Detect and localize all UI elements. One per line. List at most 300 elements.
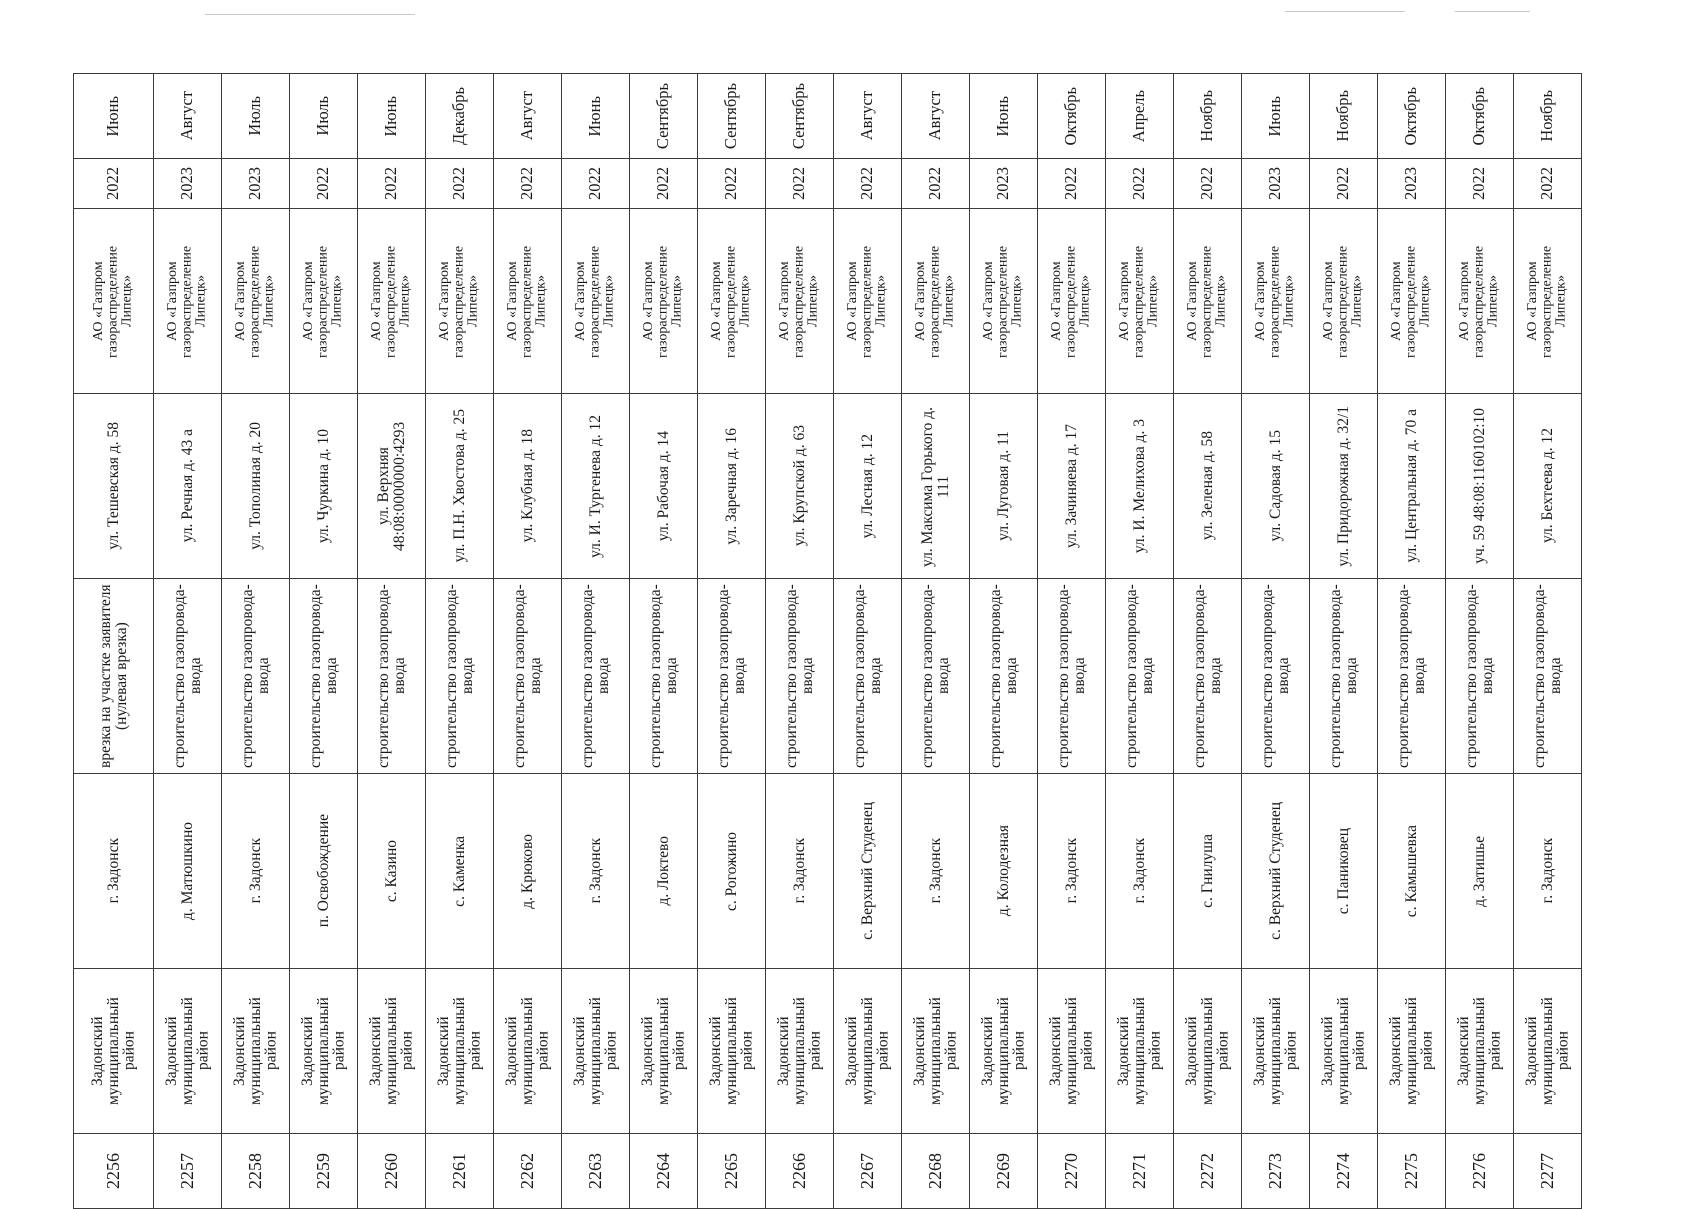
address-cell [74, 394, 154, 579]
year-cell [1105, 159, 1173, 209]
address-cell [425, 394, 493, 579]
month-cell [425, 74, 493, 159]
district-cell-text: Задонский муниципальный район [366, 997, 416, 1105]
year-cell [901, 159, 969, 209]
number-cell-text: 2261 [449, 1153, 470, 1189]
scan-artifact-line [205, 14, 415, 15]
scan-artifact-line [1285, 11, 1405, 12]
district-cell-text: Задонский муниципальный район [502, 997, 552, 1105]
row-year [74, 159, 1582, 209]
locality-cell [765, 774, 833, 969]
year-cell-text: 2022 [585, 167, 605, 200]
locality-cell [1377, 774, 1445, 969]
district-cell-text: Задонский муниципальный район [1046, 997, 1096, 1105]
organization-cell-text: АО «Газпром газораспределение Липецк» [573, 244, 617, 358]
address-cell-text: ул. Клубная д. 18 [518, 429, 536, 543]
locality-cell-text: г. Задонск [1538, 838, 1556, 904]
organization-cell [1241, 209, 1309, 394]
month-cell [833, 74, 901, 159]
locality-cell-text: г. Задонск [1062, 838, 1080, 904]
number-cell-text: 2274 [1333, 1153, 1354, 1189]
row-work-type [74, 579, 1582, 774]
month-cell-text: Октябрь [1401, 86, 1421, 146]
year-cell [969, 159, 1037, 209]
organization-cell [289, 209, 357, 394]
locality-cell-text: г. Задонск [926, 838, 944, 904]
work-type-cell [357, 579, 425, 774]
address-cell [629, 394, 697, 579]
month-cell [1173, 74, 1241, 159]
district-cell-text: Задонский муниципальный район [706, 997, 756, 1105]
year-cell [1445, 159, 1513, 209]
number-cell-text: 2275 [1401, 1153, 1422, 1189]
work-type-cell-text: строительство газопровода-ввода [646, 584, 680, 768]
month-cell-text: Июнь [585, 95, 605, 137]
row-municipal-district [74, 969, 1582, 1134]
work-type-cell [1037, 579, 1105, 774]
work-type-cell [1377, 579, 1445, 774]
district-cell [969, 969, 1037, 1134]
month-cell-text: Июнь [103, 95, 123, 137]
work-type-cell [561, 579, 629, 774]
work-type-cell [697, 579, 765, 774]
work-type-cell [425, 579, 493, 774]
month-cell-text: Октябрь [1061, 86, 1081, 146]
district-cell-text: Задонский муниципальный район [298, 997, 348, 1105]
locality-cell-text: г. Задонск [586, 838, 604, 904]
year-cell-text: 2022 [653, 167, 673, 200]
district-cell [357, 969, 425, 1134]
locality-cell-text: с. Верхний Студенец [858, 802, 876, 940]
organization-cell-text: АО «Газпром газораспределение Липецк» [1117, 244, 1161, 358]
work-type-cell-text: строительство газопровода-ввода [918, 584, 952, 768]
month-cell [221, 74, 289, 159]
month-cell-text: Август [925, 91, 945, 141]
locality-cell-text: с. Рогожино [722, 831, 740, 911]
organization-cell-text: АО «Газпром газораспределение Липецк» [845, 244, 889, 358]
year-cell [1241, 159, 1309, 209]
organization-cell-text: АО «Газпром газораспределение Липецк» [301, 244, 345, 358]
organization-cell-text: АО «Газпром газораспределение Липецк» [165, 244, 209, 358]
address-cell [1173, 394, 1241, 579]
month-cell-text: Ноябрь [1197, 90, 1217, 142]
work-type-cell-text: строительство газопровода-ввода [1258, 584, 1292, 768]
district-cell [765, 969, 833, 1134]
work-type-cell-text: строительство газопровода-ввода [306, 584, 340, 768]
locality-cell-text: д. Матюшкино [178, 821, 196, 921]
year-cell [493, 159, 561, 209]
number-cell [969, 1134, 1037, 1209]
locality-cell-text: д. Локтево [654, 836, 672, 906]
number-cell-text: 2270 [1061, 1153, 1082, 1189]
month-cell [765, 74, 833, 159]
address-cell [697, 394, 765, 579]
work-type-cell-text: строительство газопровода-ввода [442, 584, 476, 768]
number-cell-text: 2266 [789, 1153, 810, 1189]
number-cell [901, 1134, 969, 1209]
number-cell [289, 1134, 357, 1209]
locality-cell [74, 774, 154, 969]
district-cell [561, 969, 629, 1134]
district-cell [1309, 969, 1377, 1134]
organization-cell-text: АО «Газпром газораспределение Липецк» [777, 244, 821, 358]
gas-connection-schedule-table [73, 73, 1582, 1209]
district-cell [833, 969, 901, 1134]
number-cell-text: 2259 [313, 1153, 334, 1189]
number-cell [833, 1134, 901, 1209]
address-cell [765, 394, 833, 579]
month-cell-text: Сентябрь [653, 82, 673, 150]
number-cell-text: 2268 [925, 1153, 946, 1189]
district-cell-text: Задонский муниципальный район [1386, 997, 1436, 1105]
locality-cell [1173, 774, 1241, 969]
number-cell-text: 2272 [1197, 1153, 1218, 1189]
number-cell [1377, 1134, 1445, 1209]
organization-cell [1173, 209, 1241, 394]
locality-cell [1445, 774, 1513, 969]
row-locality [74, 774, 1582, 969]
organization-cell-text: АО «Газпром газораспределение Липецк» [369, 244, 413, 358]
work-type-cell-text: строительство газопровода-ввода [510, 584, 544, 768]
locality-cell-text: г. Задонск [246, 838, 264, 904]
year-cell [74, 159, 154, 209]
year-cell-text: 2023 [993, 167, 1013, 200]
work-type-cell [153, 579, 221, 774]
scan-artifact-line [1455, 11, 1530, 12]
year-cell-text: 2022 [1197, 167, 1217, 200]
work-type-cell [1241, 579, 1309, 774]
district-cell-text: Задонский муниципальный район [842, 997, 892, 1105]
district-cell [221, 969, 289, 1134]
row-organization [74, 209, 1582, 394]
locality-cell [969, 774, 1037, 969]
address-cell [1037, 394, 1105, 579]
locality-cell [1241, 774, 1309, 969]
number-cell-text: 2271 [1129, 1153, 1150, 1189]
organization-cell-text: АО «Газпром газораспределение Липецк» [1457, 244, 1501, 358]
number-cell-text: 2264 [653, 1153, 674, 1189]
organization-cell [969, 209, 1037, 394]
work-type-cell-text: строительство газопровода-ввода [1122, 584, 1156, 768]
month-cell-text: Август [857, 91, 877, 141]
address-cell-text: ул. Крупской д. 63 [790, 425, 808, 547]
year-cell [357, 159, 425, 209]
locality-cell-text: с. Камышевка [1402, 824, 1420, 918]
number-cell [221, 1134, 289, 1209]
month-cell [74, 74, 154, 159]
year-cell [1513, 159, 1581, 209]
work-type-cell-text: строительство газопровода-ввода [850, 584, 884, 768]
work-type-cell-text: строительство газопровода-ввода [1462, 584, 1496, 768]
number-cell-text: 2267 [857, 1153, 878, 1189]
organization-cell [561, 209, 629, 394]
address-cell-text: ул. П.Н. Хвостова д. 25 [450, 409, 468, 563]
address-cell-text: ул. Бехтеева д. 12 [1538, 428, 1556, 544]
work-type-cell [1173, 579, 1241, 774]
work-type-cell [493, 579, 561, 774]
month-cell-text: Июль [313, 96, 333, 136]
locality-cell-text: с. Верхний Студенец [1266, 802, 1284, 940]
month-cell [1241, 74, 1309, 159]
month-cell-text: Ноябрь [1537, 90, 1557, 142]
year-cell [153, 159, 221, 209]
organization-cell-text: АО «Газпром газораспределение Липецк» [641, 244, 685, 358]
district-cell-text: Задонский муниципальный район [910, 997, 960, 1105]
organization-cell [74, 209, 154, 394]
address-cell [833, 394, 901, 579]
year-cell [1309, 159, 1377, 209]
year-cell-text: 2022 [857, 167, 877, 200]
year-cell [833, 159, 901, 209]
organization-cell [697, 209, 765, 394]
organization-cell-text: АО «Газпром газораспределение Липецк» [913, 244, 957, 358]
month-cell-text: Август [517, 91, 537, 141]
number-cell-text: 2273 [1265, 1153, 1286, 1189]
address-cell [901, 394, 969, 579]
address-cell [561, 394, 629, 579]
district-cell [1241, 969, 1309, 1134]
work-type-cell [833, 579, 901, 774]
organization-cell-text: АО «Газпром газораспределение Липецк» [1049, 244, 1093, 358]
address-cell [1513, 394, 1581, 579]
address-cell [969, 394, 1037, 579]
month-cell-text: Сентябрь [721, 82, 741, 150]
year-cell [1173, 159, 1241, 209]
work-type-cell-text: строительство газопровода-ввода [1190, 584, 1224, 768]
address-cell-text: ул. И. Мелихова д. 3 [1130, 418, 1148, 554]
organization-cell-text: АО «Газпром газораспределение Липецк» [505, 244, 549, 358]
address-cell-text: ул. Лесная д. 12 [858, 433, 876, 539]
district-cell [153, 969, 221, 1134]
number-cell [1513, 1134, 1581, 1209]
district-cell [1173, 969, 1241, 1134]
district-cell-text: Задонский муниципальный район [774, 997, 824, 1105]
number-cell [1445, 1134, 1513, 1209]
address-cell-text: ул. Зачиняева д. 17 [1062, 424, 1080, 548]
month-cell [1037, 74, 1105, 159]
organization-cell [629, 209, 697, 394]
district-cell [697, 969, 765, 1134]
work-type-cell-text: строительство газопровода-ввода [238, 584, 272, 768]
organization-cell [1037, 209, 1105, 394]
organization-cell [1445, 209, 1513, 394]
work-type-cell-text: строительство газопровода-ввода [986, 584, 1020, 768]
year-cell-text: 2022 [925, 167, 945, 200]
row-number [74, 1134, 1582, 1209]
month-cell [901, 74, 969, 159]
year-cell-text: 2022 [1333, 167, 1353, 200]
locality-cell-text: г. Задонск [1130, 838, 1148, 904]
organization-cell-text: АО «Газпром газораспределение Липецк» [981, 244, 1025, 358]
district-cell-text: Задонский муниципальный район [1522, 997, 1572, 1105]
number-cell-text: 2276 [1469, 1153, 1490, 1189]
locality-cell-text: д. Крюково [518, 833, 536, 909]
month-cell [1377, 74, 1445, 159]
number-cell-text: 2260 [381, 1153, 402, 1189]
number-cell [1173, 1134, 1241, 1209]
number-cell [765, 1134, 833, 1209]
district-cell-text: Задонский муниципальный район [1454, 997, 1504, 1105]
district-cell-text: Задонский муниципальный район [978, 997, 1028, 1105]
organization-cell [153, 209, 221, 394]
year-cell-text: 2023 [1265, 167, 1285, 200]
address-cell-text: ул. Зеленая д. 58 [1198, 431, 1216, 541]
year-cell [425, 159, 493, 209]
address-cell-text: ул. Верхняя 48:08:0000000:4293 [374, 421, 408, 551]
number-cell [1241, 1134, 1309, 1209]
year-cell-text: 2023 [1401, 167, 1421, 200]
month-cell [1105, 74, 1173, 159]
year-cell-text: 2022 [313, 167, 333, 200]
district-cell [1105, 969, 1173, 1134]
address-cell [1445, 394, 1513, 579]
work-type-cell-text: строительство газопровода-ввода [782, 584, 816, 768]
work-type-cell-text: строительство газопровода-ввода [374, 584, 408, 768]
locality-cell [289, 774, 357, 969]
district-cell [1513, 969, 1581, 1134]
organization-cell-text: АО «Газпром газораспределение Липецк» [1525, 244, 1569, 358]
work-type-cell [289, 579, 357, 774]
address-cell-text: ул. Садовая д. 15 [1266, 430, 1284, 542]
work-type-cell [1513, 579, 1581, 774]
district-cell [289, 969, 357, 1134]
month-cell [697, 74, 765, 159]
work-type-cell [629, 579, 697, 774]
organization-cell-text: АО «Газпром газораспределение Липецк» [437, 244, 481, 358]
organization-cell [765, 209, 833, 394]
year-cell [697, 159, 765, 209]
year-cell-text: 2022 [1469, 167, 1489, 200]
organization-cell-text: АО «Газпром газораспределение Липецк» [709, 244, 753, 358]
month-cell [153, 74, 221, 159]
year-cell [1377, 159, 1445, 209]
number-cell-text: 2256 [103, 1153, 124, 1189]
work-type-cell [1105, 579, 1173, 774]
month-cell [1309, 74, 1377, 159]
month-cell-text: Апрель [1129, 89, 1149, 143]
locality-cell-text: г. Задонск [104, 838, 122, 904]
number-cell-text: 2257 [177, 1153, 198, 1189]
address-cell [493, 394, 561, 579]
locality-cell-text: п. Освобождение [314, 814, 332, 928]
locality-cell [221, 774, 289, 969]
work-type-cell-text: строительство газопровода-ввода [1054, 584, 1088, 768]
year-cell-text: 2022 [1537, 167, 1557, 200]
locality-cell-text: д. Затишье [1470, 835, 1488, 907]
work-type-cell [765, 579, 833, 774]
organization-cell [1513, 209, 1581, 394]
locality-cell-text: д. Колодезная [994, 825, 1012, 917]
organization-cell [357, 209, 425, 394]
year-cell-text: 2022 [721, 167, 741, 200]
month-cell [1513, 74, 1581, 159]
district-cell-text: Задонский муниципальный район [88, 997, 138, 1105]
locality-cell [629, 774, 697, 969]
address-cell-text: уч. 59 48:08:1160102:10 [1470, 408, 1488, 564]
work-type-cell [74, 579, 154, 774]
address-cell [289, 394, 357, 579]
organization-cell [833, 209, 901, 394]
number-cell-text: 2258 [245, 1153, 266, 1189]
number-cell-text: 2265 [721, 1153, 742, 1189]
organization-cell [493, 209, 561, 394]
year-cell-text: 2022 [381, 167, 401, 200]
district-cell [901, 969, 969, 1134]
year-cell-text: 2023 [177, 167, 197, 200]
work-type-cell-text: строительство газопровода-ввода [1530, 584, 1564, 768]
address-cell-text: ул. Чуркина д. 10 [314, 428, 332, 544]
number-cell [425, 1134, 493, 1209]
number-cell [1105, 1134, 1173, 1209]
locality-cell [697, 774, 765, 969]
address-cell-text: ул. Максима Горького д. 111 [918, 406, 952, 567]
month-cell-text: Июнь [993, 95, 1013, 137]
month-cell [969, 74, 1037, 159]
number-cell [697, 1134, 765, 1209]
month-cell-text: Июль [245, 96, 265, 136]
locality-cell [493, 774, 561, 969]
district-cell [74, 969, 154, 1134]
locality-cell-text: с. Паниковец [1334, 827, 1352, 915]
month-cell [1445, 74, 1513, 159]
locality-cell [1513, 774, 1581, 969]
number-cell [153, 1134, 221, 1209]
year-cell-text: 2022 [103, 167, 123, 200]
locality-cell-text: с. Казино [382, 839, 400, 903]
year-cell-text: 2022 [1129, 167, 1149, 200]
month-cell-text: Ноябрь [1333, 90, 1353, 142]
locality-cell [357, 774, 425, 969]
locality-cell [153, 774, 221, 969]
number-cell [561, 1134, 629, 1209]
locality-cell [833, 774, 901, 969]
work-type-cell-text: строительство газопровода-ввода [170, 584, 204, 768]
year-cell [629, 159, 697, 209]
address-cell-text: ул. И. Тургенева д. 12 [586, 414, 604, 558]
number-cell [629, 1134, 697, 1209]
month-cell-text: Сентябрь [789, 82, 809, 150]
work-type-cell [221, 579, 289, 774]
year-cell-text: 2022 [1061, 167, 1081, 200]
month-cell-text: Июнь [1265, 95, 1285, 137]
work-type-cell-text: строительство газопровода-ввода [578, 584, 612, 768]
address-cell [357, 394, 425, 579]
month-cell [629, 74, 697, 159]
organization-cell [901, 209, 969, 394]
locality-cell [561, 774, 629, 969]
locality-cell-text: с. Гнилуша [1198, 834, 1216, 908]
district-cell [425, 969, 493, 1134]
year-cell-text: 2023 [245, 167, 265, 200]
number-cell-text: 2277 [1537, 1153, 1558, 1189]
organization-cell [1105, 209, 1173, 394]
month-cell [357, 74, 425, 159]
year-cell [765, 159, 833, 209]
month-cell-text: Август [177, 91, 197, 141]
organization-cell [425, 209, 493, 394]
year-cell [289, 159, 357, 209]
locality-cell [425, 774, 493, 969]
locality-cell [1105, 774, 1173, 969]
district-cell [1377, 969, 1445, 1134]
address-cell-text: ул. Центральная д. 70 а [1402, 409, 1420, 563]
district-cell-text: Задонский муниципальный район [638, 997, 688, 1105]
number-cell [74, 1134, 154, 1209]
work-type-cell-text: строительство газопровода-ввода [714, 584, 748, 768]
work-type-cell [969, 579, 1037, 774]
month-cell [561, 74, 629, 159]
year-cell-text: 2022 [789, 167, 809, 200]
